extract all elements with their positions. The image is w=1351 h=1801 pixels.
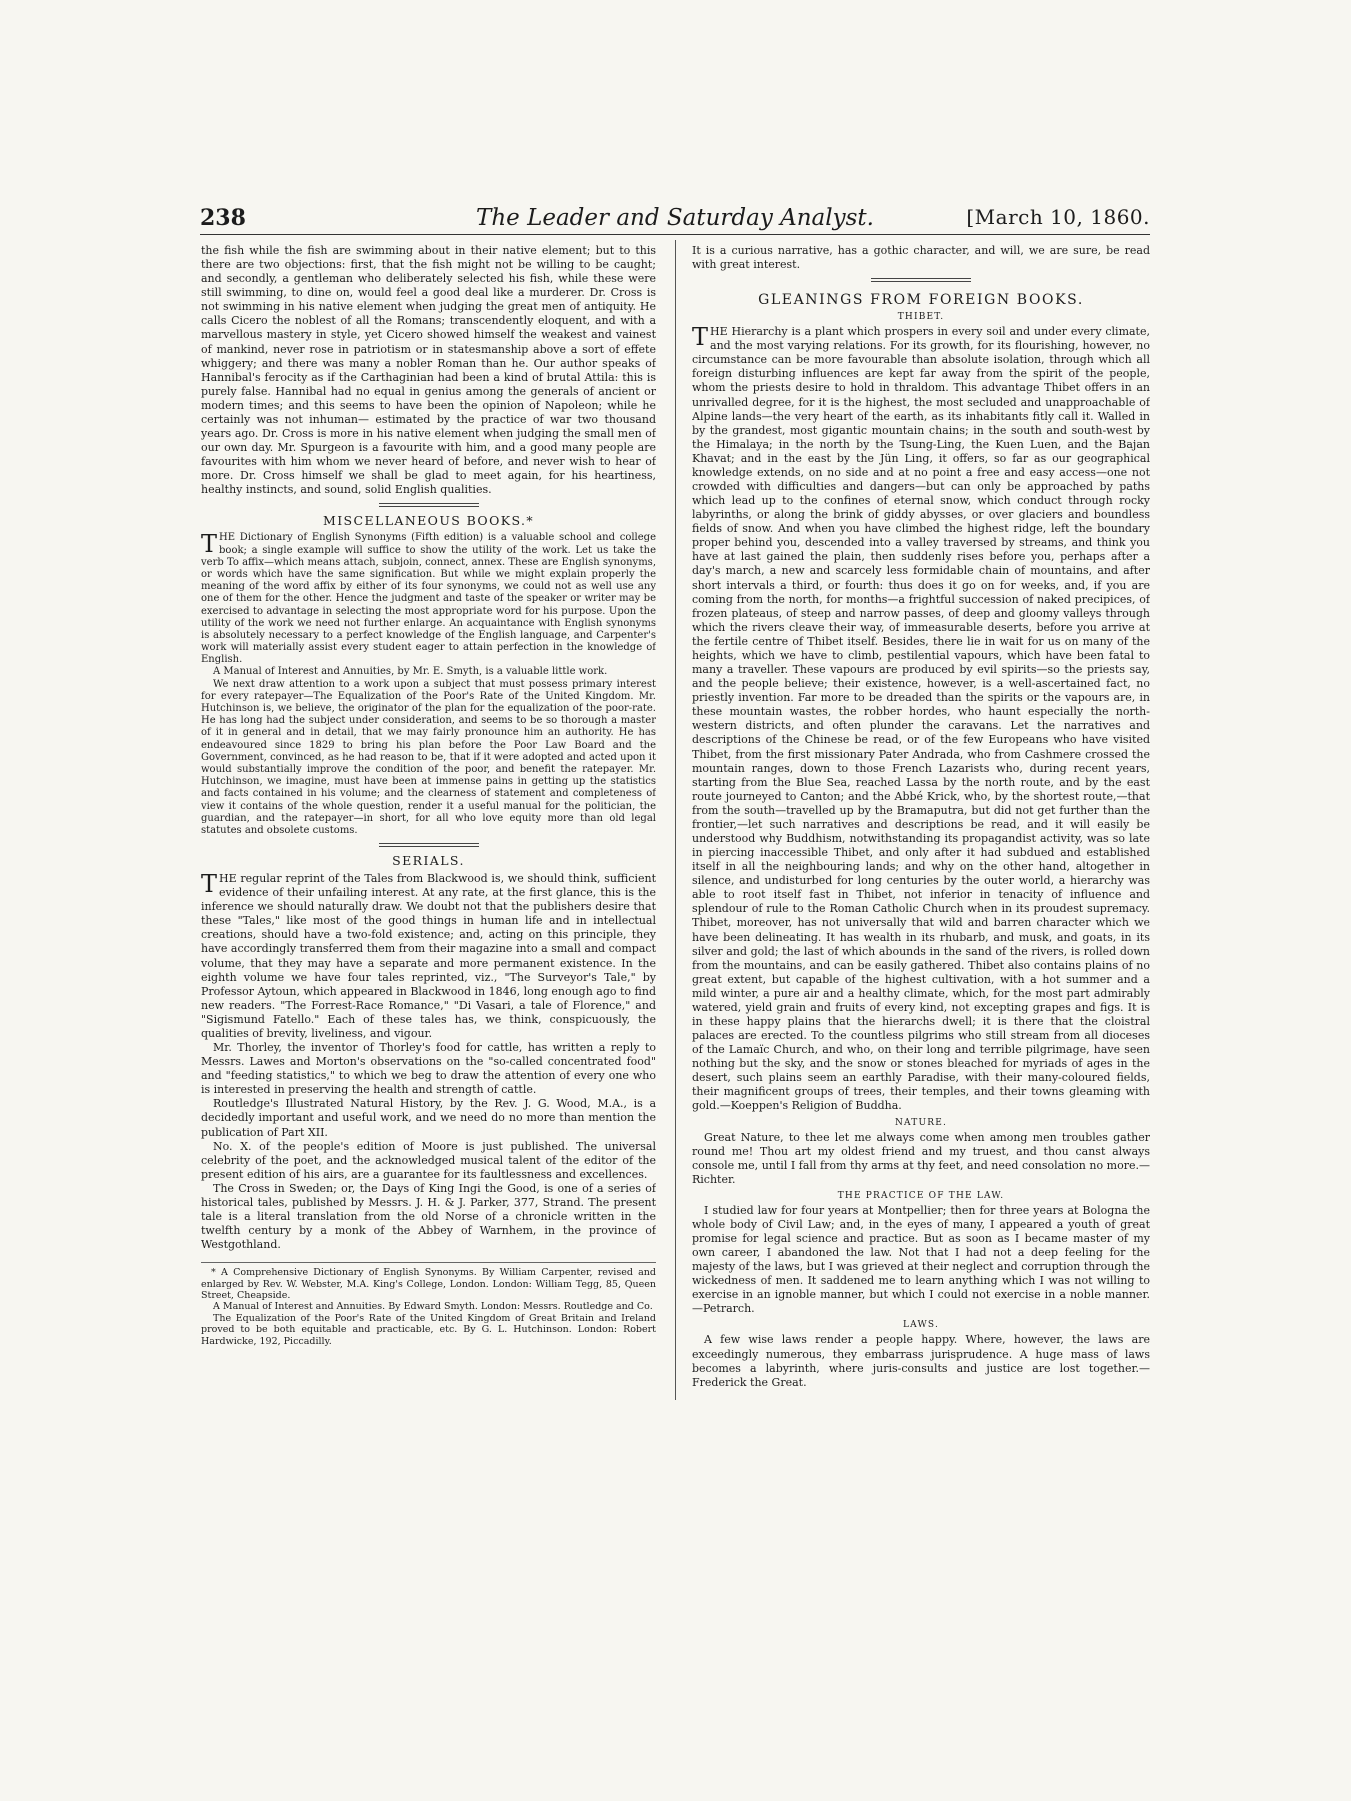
left-column	[201, 244, 656, 1539]
footnotes	[201, 1262, 656, 1347]
serials-paragraph: THE regular reprint of the Tales from Blackwood is, we should think, sufficient evidence of their unfailing interest. At any rate, at the first glance, this is the inference we should naturally draw. We doubt not that the publishers desire that these "Tales," like most of the good things in human life and in intellectual creations, should have a two-fold existence; and, acting on this principle, they have accordingly transferred them from their magazine into a small and compact volume, that they may have a separate and more permanent existence. In the eighth volume we have four tales reprinted, viz., "The Surveyor's Tale," by Professor Aytoun, which appeared in Blackwood in 1846, long enough ago to find new readers. "The Forrest-Race Romance," "Di Vasari, a tale of Florence," and "Sigismund Fatello." Each of these tales has, we think, conspicuously, the qualities of brevity, liveliness, and vigour.	[201, 870, 656, 1040]
serials-heading: SERIALS.	[392, 853, 465, 869]
laws-heading: LAWS.	[902, 1320, 940, 1331]
masthead	[200, 203, 1150, 237]
review-conclusion: It is a curious narrative, has a gothic character, and will, we are sure, be read with great interest.	[692, 244, 1150, 272]
right-column	[692, 244, 1150, 1640]
column-divider	[675, 240, 676, 1400]
publication-title: The Leader and Saturday Analyst.	[476, 205, 874, 231]
misc-paragraph: We next draw attention to a work upon a subject that must possess primary interest for every ratepayer—The Equalization of the Poor's Rate of the United Kingdom. Mr. Hutchinson is, we believe, the originator of the plan for the equalization of the poor-rate. He has long had the subject under consideration, and seems to be so thorough a master of it in general and in detail, that we may fairly pronounce him an authority. He has endeavoured since 1829 to bring his plan before the Poor Law Board and the Government, convinced, as he had reason to be, that if it were adopted and acted upon it would substantially improve the condition of the poor, and benefit the ratepayer. Mr. Hutchinson, we imagine, must have been at immense pains in getting up the statistics and facts contained in his volume; and the clearness of statement and completeness of view it contains of the whole question, render it a useful manual for the politician, the guardian, and the ratepayer—in short, for all who love equity more than old legal statutes and obsolete customs.	[201, 678, 656, 836]
footnote: A Manual of Interest and Annuities. By Edward Smyth. London: Messrs. Routledge and Co.	[213, 1301, 653, 1313]
nature-heading: NATURE.	[894, 1117, 948, 1128]
section-rule	[379, 503, 479, 507]
law-practice-article: I studied law for four years at Montpellier; then for three years at Bologna the whole body of Civil Law; and, in the eyes of many, I appeared a youth of great promise for legal science and practice. But as soon as I became master of my own career, I abandoned the law. Not that I had not a deep feeling for the majesty of the laws, but I was grieved at their neglect and corruption through the wickedness of men. It saddened me to learn anything which I was not willing to exercise in an ignoble manner, but which I could not exercise in a noble manner.—Petrarch.	[692, 1203, 1150, 1316]
issue-date: [March 10, 1860.	[966, 205, 1150, 229]
serials-paragraph: The Cross in Sweden; or, the Days of King Ingi the Good, is one of a series of historical tales, published by Messrs. J. H. & J. Parker, 377, Strand. The present tale is a literal translation from the old Norse of a chronicle written in the twelfth century by a monk of the Abbey of Warnhem, in the province of Westgothland.	[201, 1181, 656, 1252]
section-rule	[379, 843, 479, 847]
misc-paragraph: A Manual of Interest and Annuities, by Mr. E. Smyth, is a valuable little work.	[213, 666, 608, 678]
masthead-rule	[200, 234, 1150, 235]
law-practice-heading: THE PRACTICE OF THE LAW.	[837, 1190, 1005, 1201]
thibet-heading: THIBET.	[897, 312, 945, 323]
misc-books-section	[201, 532, 656, 837]
footnote: The Equalization of the Poor's Rate of the United Kingdom of Great Britain and Ireland proved to be both equitable and practicable, etc. By G. L. Hutchinson. London: Robert Hardwicke, 192, Piccadilly.	[201, 1312, 656, 1347]
serials-paragraph: Mr. Thorley, the inventor of Thorley's food for cattle, has written a reply to Messrs. Lawes and Morton's observations on the "so-called concentrated food" and "feeding statistics," to which we beg to draw the attention of every one who is interested in preserving the health and strength of cattle.	[201, 1041, 656, 1097]
serials-paragraph: No. X. of the people's edition of Moore is just published. The universal celebrity of the poet, and the acknowledged musical talent of the editor of the present edition of his airs, are a guarantee for its faultlessness and excellences.	[201, 1139, 656, 1181]
gleanings-heading: GLEANINGS FROM FOREIGN BOOKS.	[758, 292, 1084, 309]
serials-paragraph: Routledge's Illustrated Natural History, by the Rev. J. G. Wood, M.A., is a decidedly important and useful work, and we need do no more than mention the publication of Part XII.	[201, 1097, 656, 1139]
laws-article: A few wise laws render a people happy. Where, however, the laws are exceedingly numerous, they embarrass jurisprudence. A huge mass of laws becomes a labyrinth, where juris-consults and justice are lost together.—Frederick the Great.	[692, 1333, 1150, 1389]
section-rule	[871, 278, 971, 282]
review-continuation: the fish while the fish are swimming about in their native element; but to this there are two objections: first, that the fish might not be willing to be caught; and secondly, a gentleman who deliberately selected his fish, while these were still swimming, to dine on, would feel a good deal like a murderer. Dr. Cross is not swimming in his native element when judging the great men of antiquity. He calls Cicero the noblest of all the Romans; transcendently eloquent, and with a marvellous mastery in style, yet Cicero showed himself the weakest and vainest of mankind, never rose in patriotism or in statesmanship above a sort of effete whiggery; and there was many a nobler Roman than he. Our author speaks of Hannibal's ferocity as if the Carthaginian had been a kind of brutal Attila: this is purely false. Hannibal had no equal in genius among the generals of ancient or modern times; and this seems to have been the opinion of Napoleon; while he certainly was not inhuman— estimated by the practice of war two thousand years ago. Dr. Cross is more in his native element when judging the small men of our own day. Mr. Spurgeon is a favourite with him, and a good many people are favourites with him whom we never heard of before, and never wish to hear of more. Dr. Cross himself we shall be glad to meet again, for his heartiness, healthy instincts, and sound, solid English qualities.	[201, 244, 656, 497]
misc-books-heading: MISCELLANEOUS BOOKS.*	[323, 513, 534, 529]
page-number: 238	[200, 205, 246, 231]
thibet-article: THE Hierarchy is a plant which prospers in every soil and under every climate, and the most varying relations. For its growth, for its flourishing, however, no circumstance can be more favourable than absolute isolation, through which all foreign disturbing influences are kept far away from the spirit of the people, whom the priests desire to hold in thraldom. This advantage Thibet offers in an unrivalled degree, for it is the highest, the most secluded and unapproachable of Alpine lands—the very heart of the earth, as its inhabitants fitly call it. Walled in by the grandest, most gigantic mountain chains; in the south and south-west by the Himalaya; in the north by the Tsung-Ling, the Kuen Luen, and the Bajan Khavat; and in the east by the Jün Ling, it offers, so far as our geographical knowledge extends, on no side and at no point a free and easy access—one not crowded with difficulties and dangers—but can only be approached by paths which lead up to the confines of eternal snow, which conduct through rocky labyrinths, or along the brink of giddy abysses, or over glaciers and boundless fields of snow. And when you have climbed the highest ridge, left the boundary proper behind you, descended into a valley traversed by streams, and think you have at last gained the plain, then suddenly rises before you, perhaps after a day's march, a new and scarcely less formidable chain of mountains, and after short intervals a third, or fourth: thus does it go on for weeks, and, if you are coming from the north, for months—a frightful succession of naked precipices, of frozen plateaus, of steep and narrow passes, of deep and gloomy valleys through which the rivers cleave their way, of immeasurable deserts, before you arrive at the fertile centre of Thibet itself. Besides, there lie in wait for us on many of the heights, which we have to climb, pestilential vapours, which have been fatal to many a traveller. These vapours are produced by evil spirits—so the priests say, and the people believe; their existence, however, is a well-ascertained fact, no priestly invention. Far more to be dreaded than the spirits or the vapours are, in these mountain wastes, the robber hordes, who haunt especially the north-western districts, and often plunder the caravans. Let the narratives and descriptions of the Chinese be read, or of the few Europeans who have visited Thibet, from the first missionary Pater Andrada, who from Cashmere crossed the mountain ranges, down to those French Lazarists who, during recent years, starting from the Blue Sea, reached Lassa by the north route, and by the east route journeyed to Canton; and the Abbé Krick, who, by the shortest route,—that from the south—travelled up by the Bramaputra, but did not get further than the frontier,—let such narratives and descriptions be read, and it will easily be understood why Buddhism, notwithstanding its propagandist activity, was so late in piercing inaccessible Thibet, and only after it had subdued and established itself in all the neighbouring lands; and why on the other hand, altogether in silence, and undisturbed for long centuries by the outer world, a hierarchy was able to root itself fast in Thibet, not inferior in tenacity of influence and splendour of rule to the Roman Catholic Church when in its proudest supremacy. Thibet, moreover, has not universally that wild and barren character which we have been delineating. It has wealth in its rhubarb, and musk, and goats, in its silver and gold; the last of which abounds in the sand of the rivers, is rolled down from the mountains, and can be easily gathered. Thibet also contains plains of no great extent, but capable of the highest cultivation, with a hot summer and a mild winter, a pure air and a healthy climate, which, for the most part admirably watered, yield grain and fruits of every kind, not excepting grapes and figs. It is in these happy plains that the hierarchs dwell; it is there that the cloistral palaces are erected. To the countless pilgrims who still stream from all dioceses of the Lamaïc Church, and who, on their long and terrible pilgrimage, have seen nothing but the sky, and the snow or stones bleached for myriads of ages in the desert, such plains seem an earthly Paradise, with their many-coloured fields, their magnificent groups of trees, their temples, and their towns gleaming with gold.—Koeppen's Religion of Buddha.	[692, 323, 1150, 1113]
misc-paragraph: THE Dictionary of English Synonyms (Fifth edition) is a valuable school and college book; a single example will suffice to show the utility of the work. Let us take the verb To affix—which means attach, subjoin, connect, annex. These are English synonyms, or words which have the same signification. But while we might explain properly the meaning of the word affix by either of its four synonyms, we could not as well use any one of them for the other. Hence the judgment and taste of the speaker or writer may be exercised to advantage in selecting the most appropriate word for his purpose. Upon the utility of the work we need not further enlarge. An acquaintance with English synonyms is absolutely necessary to a perfect knowledge of the English language, and Carpenter's work will materially assist every student eager to attain perfection in the knowledge of English.	[201, 530, 656, 666]
nature-article: Great Nature, to thee let me always come when among men troubles gather round me! Thou art my oldest friend and my truest, and thou canst always console me, until I fall from thy arms at thy feet, and need consolation no more.—Richter.	[692, 1130, 1150, 1186]
footnote: * A Comprehensive Dictionary of English Synonyms. By William Carpenter, revised and enlarged by Rev. W. Webster, M.A. King's College, London. London: William Tegg, 85, Queen Street, Cheapside.	[201, 1267, 656, 1301]
serials-section	[201, 872, 656, 1252]
